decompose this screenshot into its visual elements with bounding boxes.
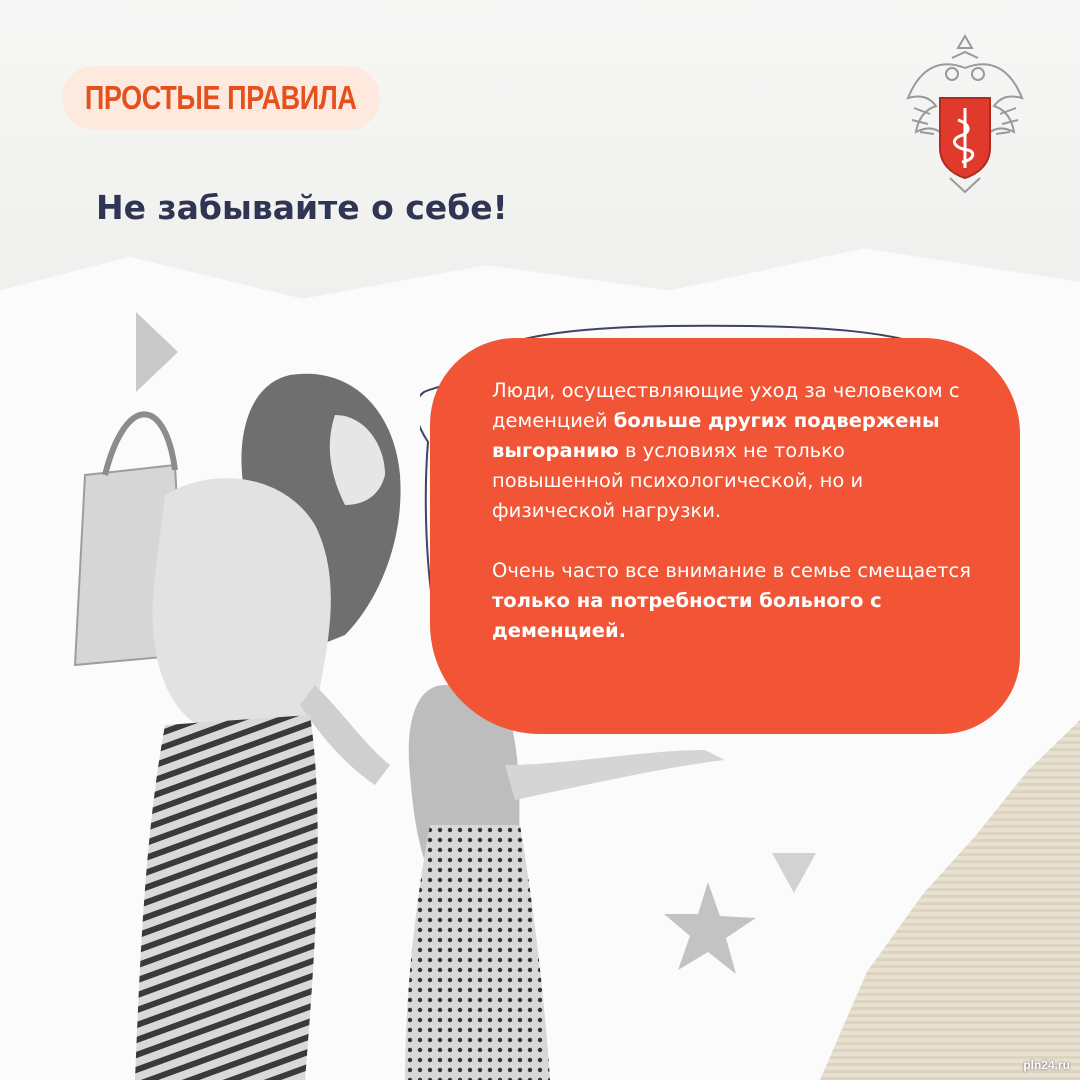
- info-paragraph-1: Люди, осуществляющие уход за человеком с деменцией больше других подвержены выгоранию в условиях не только повышенной психологической, но и физической нагрузки.: [492, 379, 960, 522]
- info-text: [492, 376, 972, 646]
- info-highlight-1: больше других подвержены выгоранию: [492, 409, 940, 462]
- triangle-icon: [772, 853, 816, 893]
- watermark: pln24.ru: [1023, 1058, 1070, 1072]
- info-highlight-2: только на потребности больного с деменцией.: [492, 589, 882, 642]
- page-headline: Не забывайте о себе!: [96, 188, 508, 227]
- rules-badge: [62, 66, 380, 130]
- coat-of-arms-emblem-icon: [900, 28, 1030, 196]
- badge-label: ПРОСТЫЕ ПРАВИЛА: [85, 79, 357, 116]
- info-paragraph-2: Очень часто все внимание в семье смещается только на потребности больного с деменцией.: [492, 559, 971, 642]
